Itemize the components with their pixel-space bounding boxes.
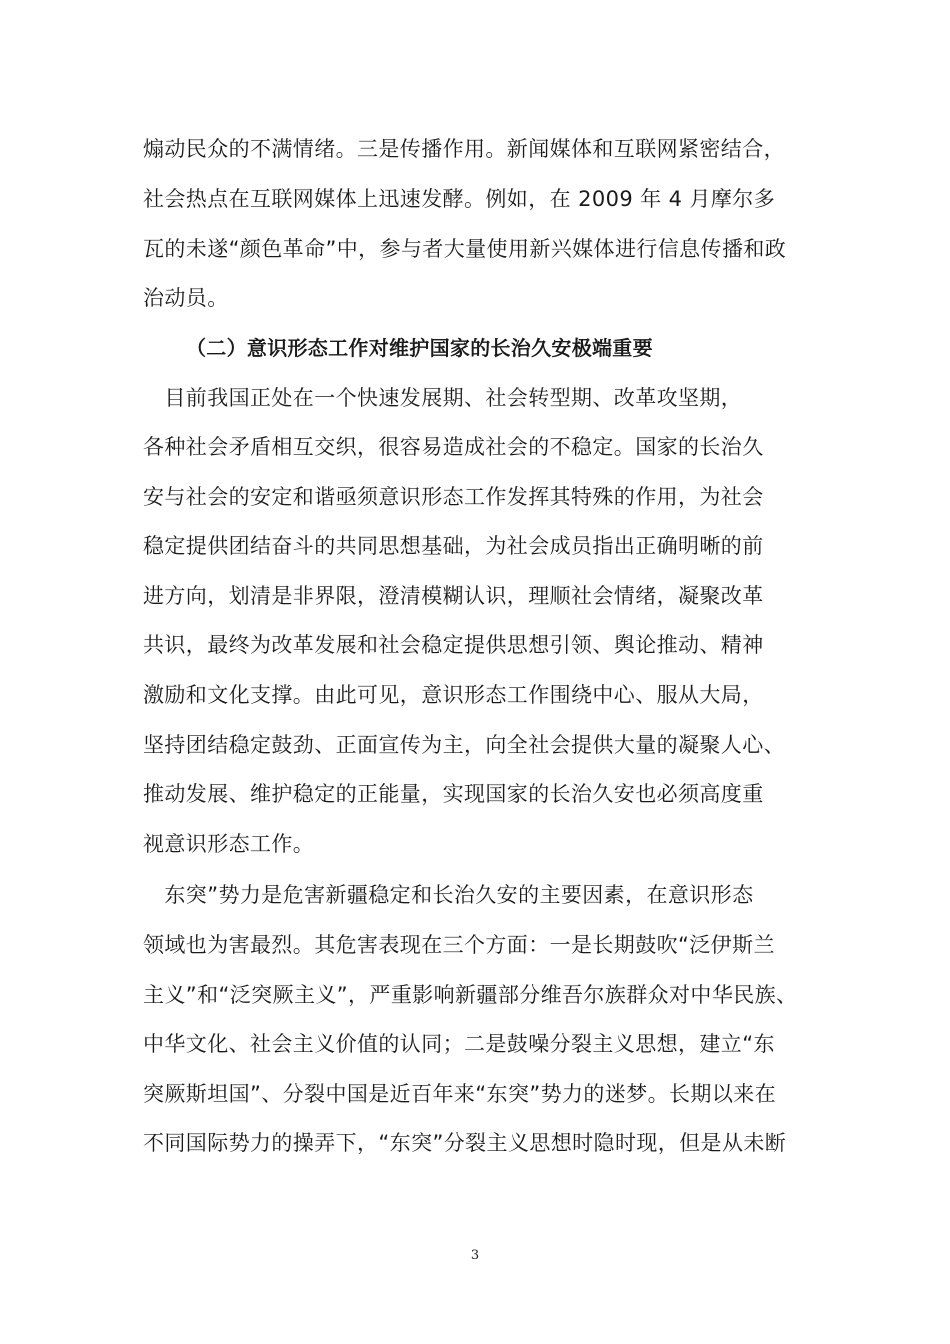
section-heading: （二）意识形态工作对维护国家的长治久安极端重要 — [186, 336, 653, 360]
paragraph-2-line-8: 坚持团结稳定鼓劲、正面宣传为主，向全社会提供大量的凝聚人心、 — [143, 733, 785, 757]
paragraph-3-line-3: 主义”和“泛突厥主义”，严重影响新疆部分维吾尔族群众对中华民族、 — [143, 983, 798, 1007]
paragraph-2-line-9: 推动发展、维护稳定的正能量，实现国家的长治久安也必须高度重 — [143, 782, 764, 806]
paragraph-3-line-5: 突厥斯坦国”、分裂中国是近百年来“东突”势力的迷梦。长期以来在 — [143, 1082, 777, 1106]
paragraph-2-line-10: 视意识形态工作。 — [143, 832, 315, 856]
paragraph-2-line-6: 共识，最终为改革发展和社会稳定提供思想引领、舆论推动、精神 — [143, 633, 764, 657]
paragraph-1-line-4: 治动员。 — [143, 286, 229, 310]
paragraph-3-line-6: 不同国际势力的操弄下，“东突”分裂主义思想时隐时现，但是从未断 — [143, 1131, 787, 1155]
paragraph-3-line-1: 东突”势力是危害新疆稳定和长治久安的主要因素，在意识形态 — [143, 883, 754, 907]
page-number: 3 — [470, 1248, 480, 1263]
paragraph-1-line-3: 瓦的未遂“颜色革命”中，参与者大量使用新兴媒体进行信息传播和政 — [143, 237, 787, 261]
paragraph-2-line-4: 稳定提供团结奋斗的共同思想基础，为社会成员指出正确明晰的前 — [143, 534, 764, 558]
paragraph-3-line-2: 领域也为害最烈。其危害表现在三个方面：一是长期鼓吹“泛伊斯兰 — [143, 933, 775, 957]
paragraph-2-line-1: 目前我国正处在一个快速发展期、社会转型期、改革攻坚期， — [143, 386, 743, 410]
paragraph-3-line-4: 中华文化、社会主义价值的认同；二是鼓噪分裂主义思想，建立“东 — [143, 1032, 775, 1056]
paragraph-1-line-2: 社会热点在互联网媒体上迅速发酵。例如，在 2009 年 4 月摩尔多 — [143, 187, 776, 211]
paragraph-2-line-2: 各种社会矛盾相互交织，很容易造成社会的不稳定。国家的长治久 — [143, 435, 764, 459]
paragraph-2-line-7: 激励和文化支撑。由此可见，意识形态工作围绕中心、服从大局， — [143, 683, 764, 707]
paragraph-2-line-5: 进方向，划清是非界限，澄清模糊认识，理顺社会情绪，凝聚改革 — [143, 584, 764, 608]
paragraph-2-line-3: 安与社会的安定和谐亟须意识形态工作发挥其特殊的作用，为社会 — [143, 485, 764, 509]
paragraph-1-line-1: 煽动民众的不满情绪。三是传播作用。新闻媒体和互联网紧密结合， — [143, 137, 785, 161]
